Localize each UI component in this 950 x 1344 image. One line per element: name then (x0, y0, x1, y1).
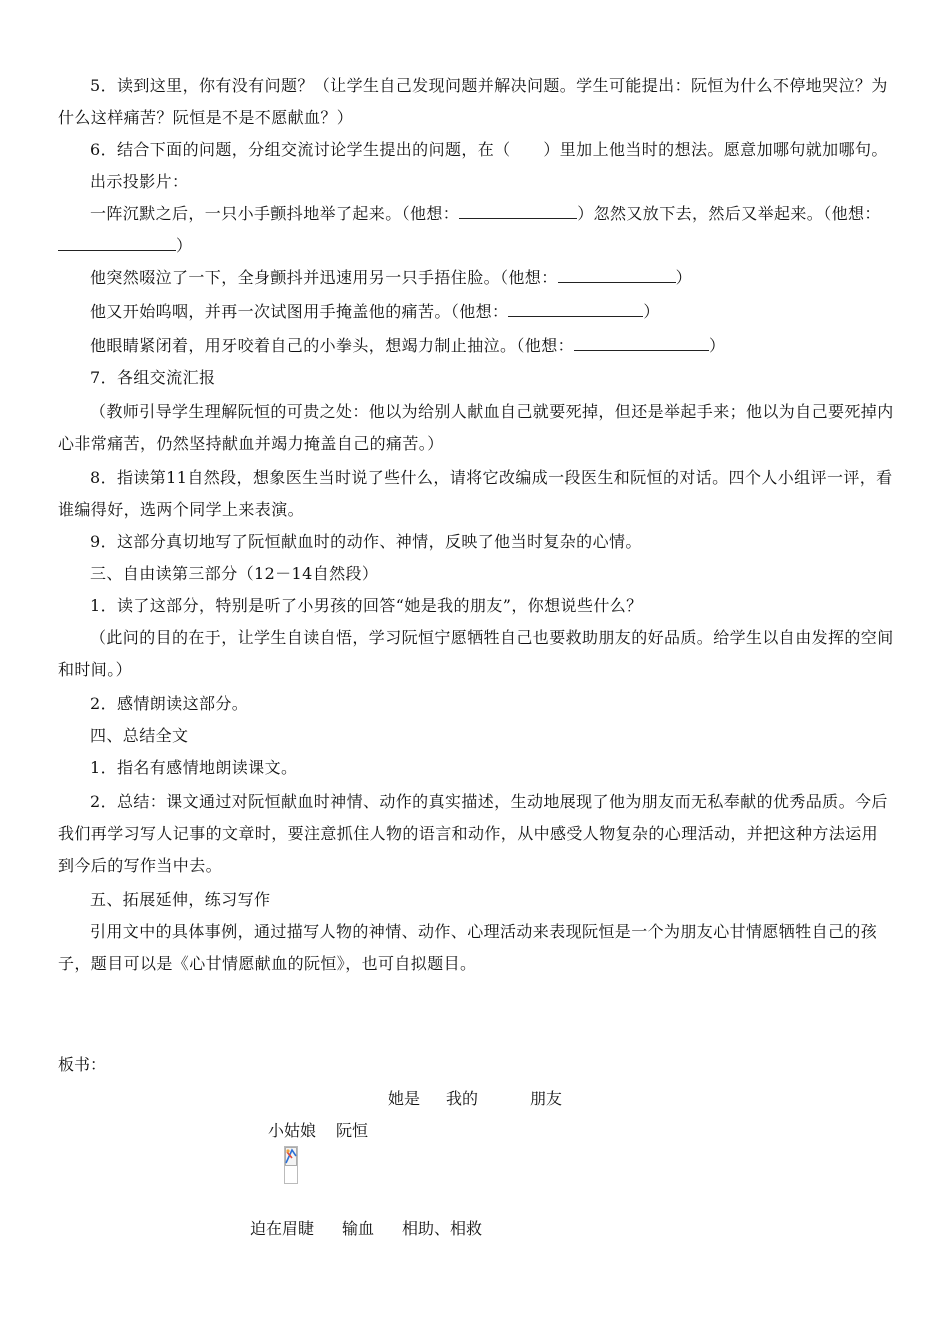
board-bottom-word-2: 输血 (342, 1219, 375, 1238)
slide-sentence-3-part-a: 他又开始呜咽，并再一次试图用手掩盖他的痛苦。（他想： (90, 302, 509, 321)
slide-sentence-1-part-b: ）忽然又放下去，然后又举起来。（他想： (577, 204, 881, 223)
section-heading-5: 五、拓展延伸，练习写作 (90, 890, 271, 909)
paragraph-question-5: 5．读到这里，你有没有问题？（让学生自己发现问题并解决问题。学生可能提出：阮恒为什么不停地哭泣？为什么这样痛苦？阮恒是不是不愿献血？） (58, 76, 888, 127)
slide-sentence-1 (58, 198, 894, 262)
slide-sentence-4-part-a: 他眼睛紧闭着，用牙咬着自己的小拳头，想竭力制止抽泣。（他想： (90, 336, 575, 355)
board-top-word-2: 我的 (446, 1089, 479, 1108)
section-4-item-1: 1．指名有感情地朗读课文。 (90, 758, 298, 777)
board-bottom-word-1: 迫在眉睫 (250, 1219, 315, 1238)
paragraph-question-6: 6．结合下面的问题，分组交流讨论学生提出的问题，在（ ）里加上他当时的想法。愿意加哪句就加哪句。 (90, 140, 888, 159)
answer-blank (574, 336, 709, 351)
paragraph-step-9: 9．这部分真切地写了阮恒献血时的动作、神情，反映了他当时复杂的心情。 (90, 532, 642, 551)
slide-sentence-2 (58, 262, 894, 294)
board-mid-word-1: 小姑娘 (268, 1121, 317, 1140)
paragraph-step-7-note: （教师引导学生理解阮恒的可贵之处：他以为给别人献血自己就要死掉，但还是举起手来；他以为自己要死掉内心非常痛苦，仍然坚持献血并竭力掩盖自己的痛苦。） (58, 402, 894, 453)
section-3-note: （此问的目的在于，让学生自读自悟，学习阮恒宁愿牺牲自己也要救助朋友的好品质。给学生以自由发挥的空间和时间。） (58, 628, 894, 679)
slide-sentence-4 (58, 330, 894, 362)
slide-sentence-1-part-a: 一阵沉默之后，一只小手颤抖地举了起来。（他想： (90, 204, 460, 223)
board-bottom-word-3: 相助、相救 (402, 1219, 483, 1238)
slide-sentence-3-part-b: ） (643, 302, 660, 321)
answer-blank (558, 268, 676, 283)
section-3-item-1: 1．读了这部分，特别是听了小男孩的回答“她是我的朋友”，你想说些什么？ (90, 596, 643, 615)
answer-blank (508, 302, 643, 317)
section-heading-4: 四、总结全文 (90, 726, 189, 745)
slide-sentence-2-part-b: ） (675, 268, 693, 287)
slide-sentence-1-part-c: ） (176, 236, 193, 255)
slide-sentence-3 (58, 296, 894, 328)
answer-blank (459, 204, 577, 219)
broken-image-icon (284, 1146, 298, 1184)
slide-sentence-2-part-a: 他突然啜泣了一下，全身颤抖并迅速用另一只手捂住脸。（他想： (90, 268, 558, 287)
answer-blank (58, 236, 176, 251)
paragraph-show-slide: 出示投影片： (90, 172, 189, 191)
board-mid-word-2: 阮恒 (336, 1121, 369, 1140)
paragraph-step-8: 8．指读第11自然段，想象医生当时说了些什么，请将它改编成一段医生和阮恒的对话。四个人小组评一评，看谁编得好，选两个同学上来表演。 (58, 468, 893, 519)
section-4-item-2: 2．总结：课文通过对阮恒献血时神情、动作的真实描述，生动地展现了他为朋友而无私奉献的优秀品质。今后我们再学习写人记事的文章时，要注意抓住人物的语言和动作，从中感受人物复杂的心理活动，并把这种方法运用到今后的写作当中去。 (58, 792, 888, 875)
board-label: 板书： (58, 1055, 107, 1074)
slide-sentence-4-part-b: ） (709, 336, 726, 355)
section-5-item-1: 引用文中的具体事例，通过描写人物的神情、动作、心理活动来表现阮恒是一个为朋友心甘情愿牺牲自己的孩子，题目可以是《心甘情愿献血的阮恒》，也可自拟题目。 (58, 922, 878, 973)
section-3-item-2: 2．感情朗读这部分。 (90, 694, 249, 713)
board-top-word-1: 她是 (388, 1089, 421, 1108)
section-heading-3: 三、自由读第三部分（12－14自然段） (90, 564, 379, 583)
paragraph-step-7: 7．各组交流汇报 (90, 368, 216, 387)
board-top-word-3: 朋友 (530, 1089, 563, 1108)
